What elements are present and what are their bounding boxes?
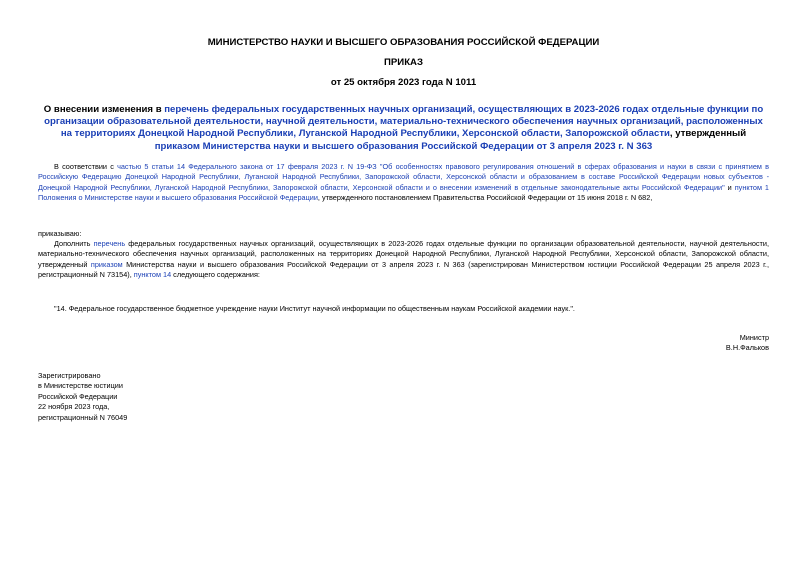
signer-name: В.Н.Фальков bbox=[725, 343, 769, 353]
order-paragraph bbox=[38, 239, 769, 281]
signature-block bbox=[726, 333, 769, 354]
registration-block bbox=[38, 371, 127, 423]
preamble-paragraph bbox=[38, 162, 769, 204]
preamble-text-2: и bbox=[724, 182, 735, 192]
order-link-item14[interactable]: пунктом 14 bbox=[133, 270, 172, 280]
order-text-1: Дополнить bbox=[54, 239, 94, 248]
registration-line-2: в Министерстве юстиции bbox=[38, 381, 123, 391]
title-text-1: О внесении изменения в bbox=[43, 104, 165, 115]
title-text-2: , утвержденный bbox=[669, 128, 747, 140]
order-text-2: федеральных государственных научных организаций, осуществляющих в 2023-2026 годах отдельные функции по организации образовательной деятельности, научной деятельности, материально-технического обеспечения научных организаций, расположенных на территориях Донецкой Народной Республики, Луганской Народной Республики, Херсонской области, Запорожской области, утвержденный bbox=[38, 239, 770, 269]
preamble-link-law[interactable]: частью 5 статьи 14 Федерального закона от 17 февраля 2023 г. N 19-ФЗ "Об особенностях правового регулирования отношений в сферах образования и науки в связи с принятием в Российскую Федерацию Донецкой Народной Республики, Луганской Народной Республики, Запорожской области, Херсонской области и образованием в составе Российской Федерации новых субъектов - Донецкой Народной Республики, Луганской Народной Республики, Запорожской области, Херсонской области и о внесении изменений в отдельные законодательные акты Российской Федерации" bbox=[38, 162, 769, 192]
preamble-text-3: , утвержденного постановлением Правительства Российской Федерации от 15 июня 2018 г. N 682, bbox=[317, 193, 653, 203]
document-type: ПРИКАЗ bbox=[384, 57, 423, 68]
registration-line-4: 22 ноября 2023 года, bbox=[38, 402, 110, 412]
registration-line-1: Зарегистрировано bbox=[38, 371, 101, 380]
order-text-4: следующего содержания: bbox=[171, 270, 260, 280]
preamble-link-regulation[interactable]: пунктом 1 Положения о Министерстве науки и высшего образования Российской Федерации bbox=[38, 182, 769, 203]
document-title bbox=[38, 104, 769, 153]
order-link-order[interactable]: приказом bbox=[90, 259, 123, 269]
document-date-number: от 25 октября 2023 года N 1011 bbox=[330, 77, 477, 88]
order-text-3: Министерства науки и высшего образования Российской Федерации от 3 апреля 2023 г. N 363 (зарегистрирован Министерством юстиции Российской Федерации 25 апреля 2023 г., регистрационный N 73154), bbox=[38, 259, 769, 280]
item-14-paragraph: "14. Федеральное государственное бюджетное учреждение науки Институт научной информации по общественным наукам Российской академии наук.". bbox=[54, 304, 575, 313]
title-link-order[interactable]: приказом Министерства науки и высшего образования Российской Федерации от 3 апреля 2023 г. N 363 bbox=[154, 140, 653, 152]
preamble-text-1: В соответствии с bbox=[54, 162, 118, 171]
registration-line-5: регистрационный N 76049 bbox=[38, 412, 128, 422]
registration-line-3: Российской Федерации bbox=[38, 391, 118, 401]
order-word: приказываю: bbox=[38, 229, 82, 238]
order-link-list[interactable]: перечень bbox=[93, 239, 126, 248]
signer-position: Министр bbox=[739, 333, 769, 342]
title-link-list[interactable]: перечень федеральных государственных научных организаций, осуществляющих в 2023-2026 годах отдельные функции по организации образовательной деятельности, научной деятельности, материально-технического обеспечения научных организаций, расположенных на территориях Донецкой Народной Республики, Луганской Народной Республики, Херсонской области, Запорожской области bbox=[44, 104, 764, 140]
ministry-heading: МИНИСТЕРСТВО НАУКИ И ВЫСШЕГО ОБРАЗОВАНИЯ РОССИЙСКОЙ ФЕДЕРАЦИИ bbox=[207, 37, 600, 48]
